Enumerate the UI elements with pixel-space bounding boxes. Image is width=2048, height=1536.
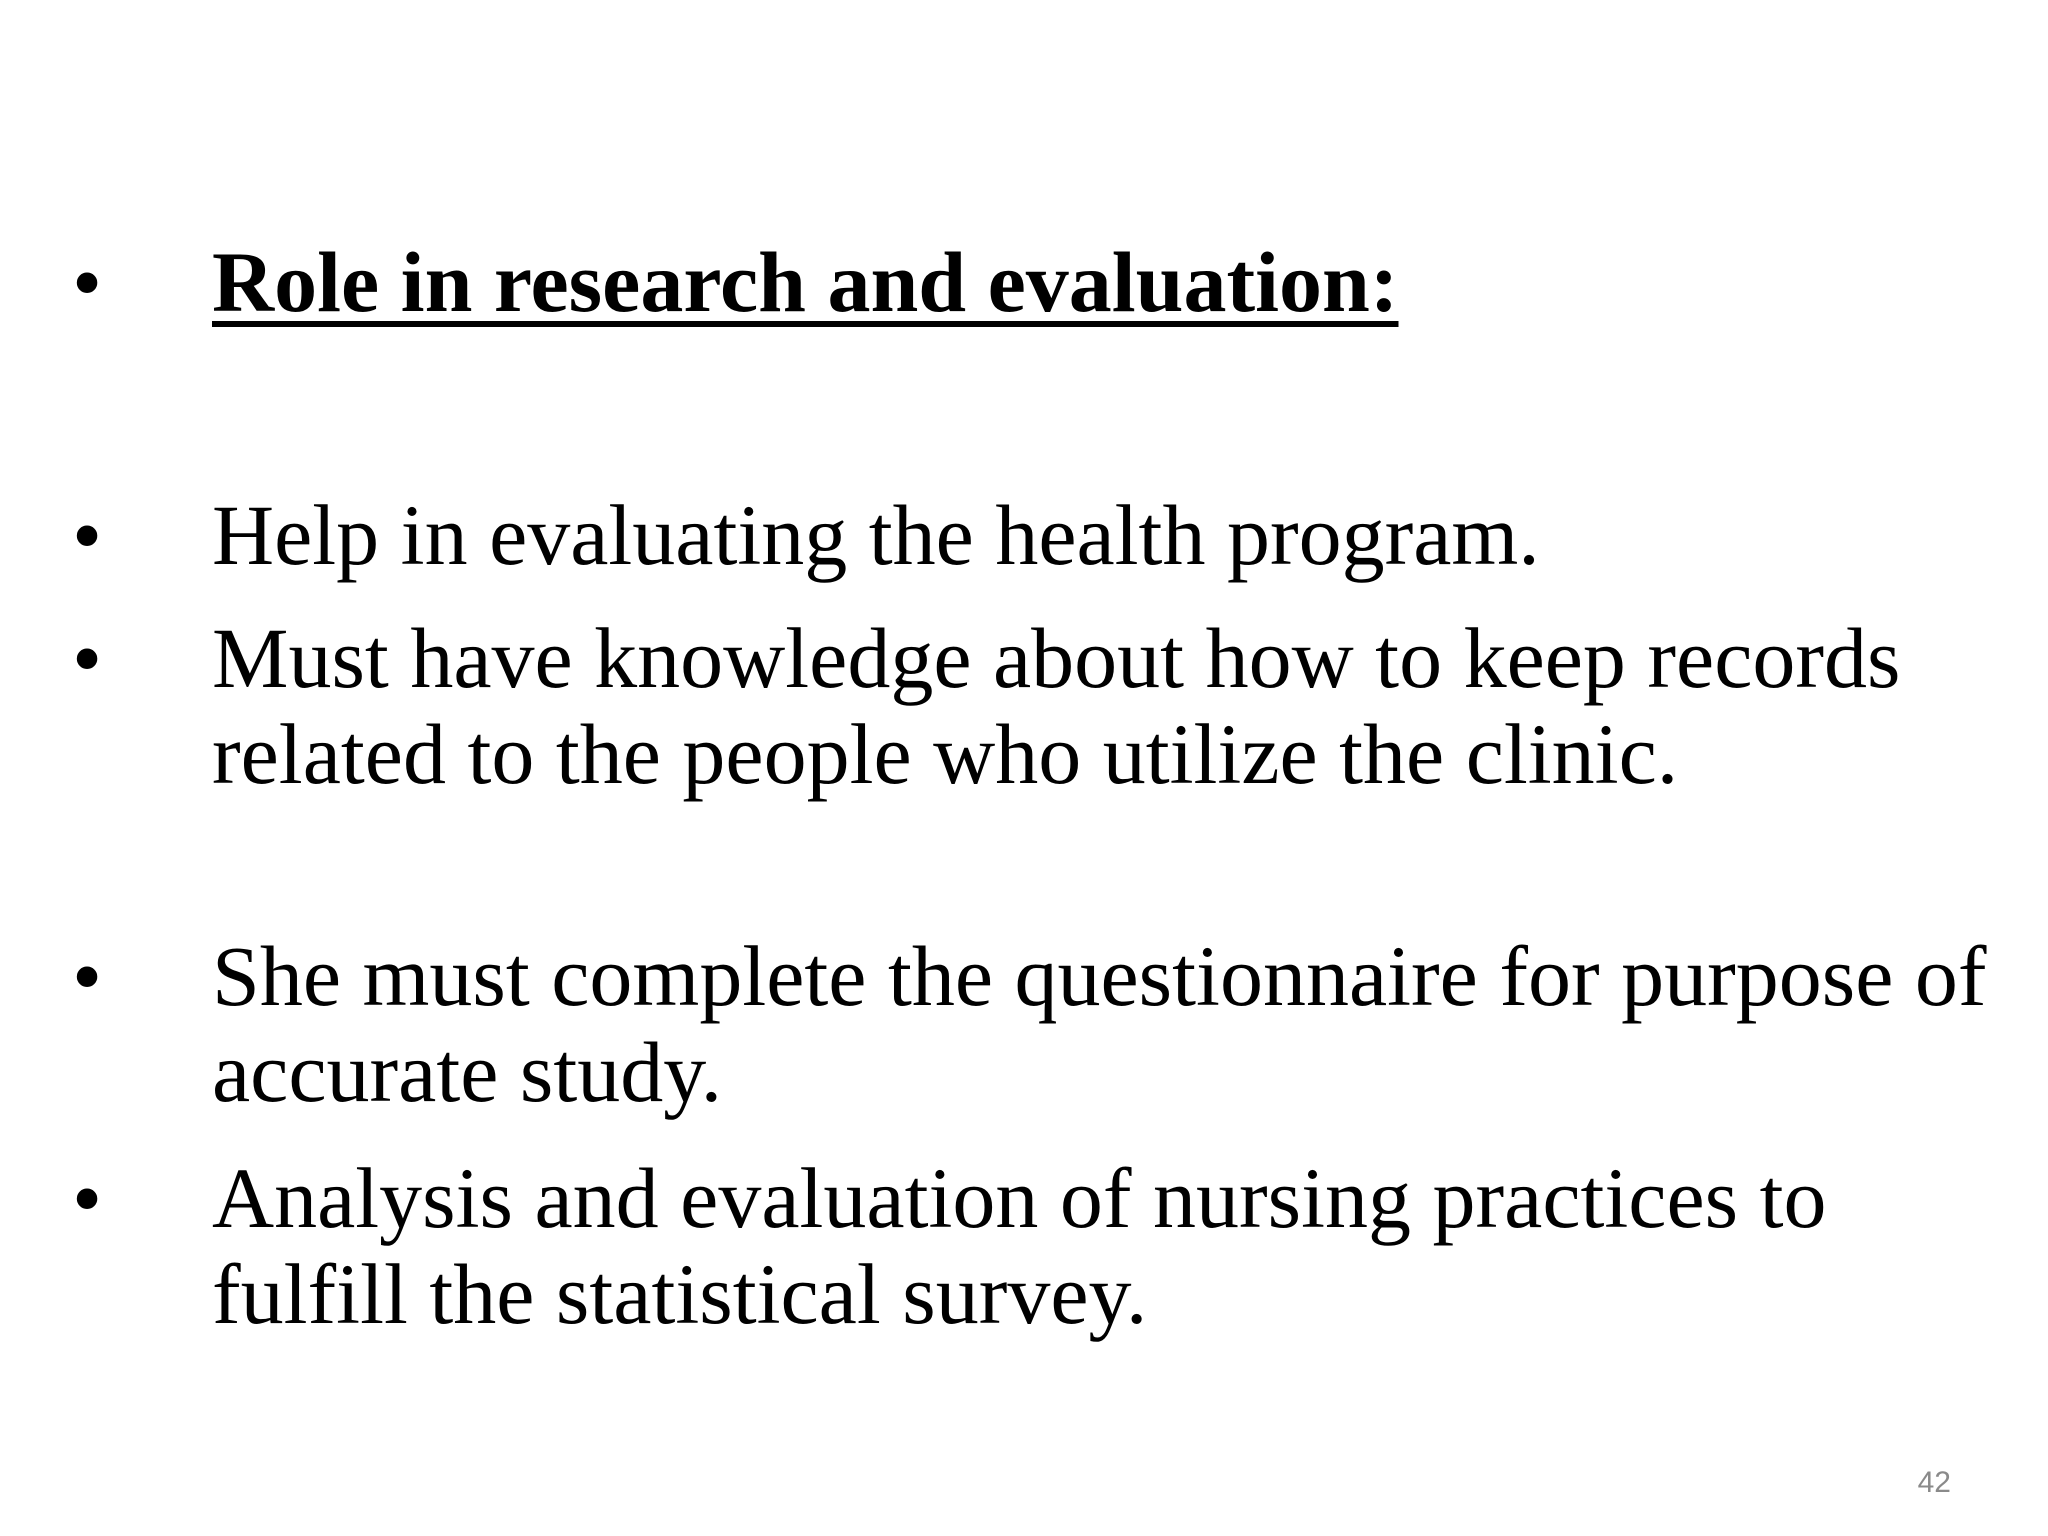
bullet-marker: • xyxy=(72,234,103,330)
bullet-marker: • xyxy=(72,928,103,1024)
bullet-marker: • xyxy=(72,487,103,583)
page-number: 42 xyxy=(1917,1466,1951,1499)
bullet-marker: • xyxy=(72,1150,103,1246)
bullet-text: Must have knowledge about how to keep records related to the people who utilize the clinic. xyxy=(212,610,1901,802)
bullet-text: She must complete the questionnaire for purpose of accurate study. xyxy=(212,928,1987,1120)
bullet-marker: • xyxy=(72,610,103,706)
bullet-text: Analysis and evaluation of nursing practices to fulfill the statistical survey. xyxy=(212,1150,1827,1342)
section-heading: Role in research and evaluation: xyxy=(212,234,1399,330)
bullet-text: Help in evaluating the health program. xyxy=(212,487,1540,583)
